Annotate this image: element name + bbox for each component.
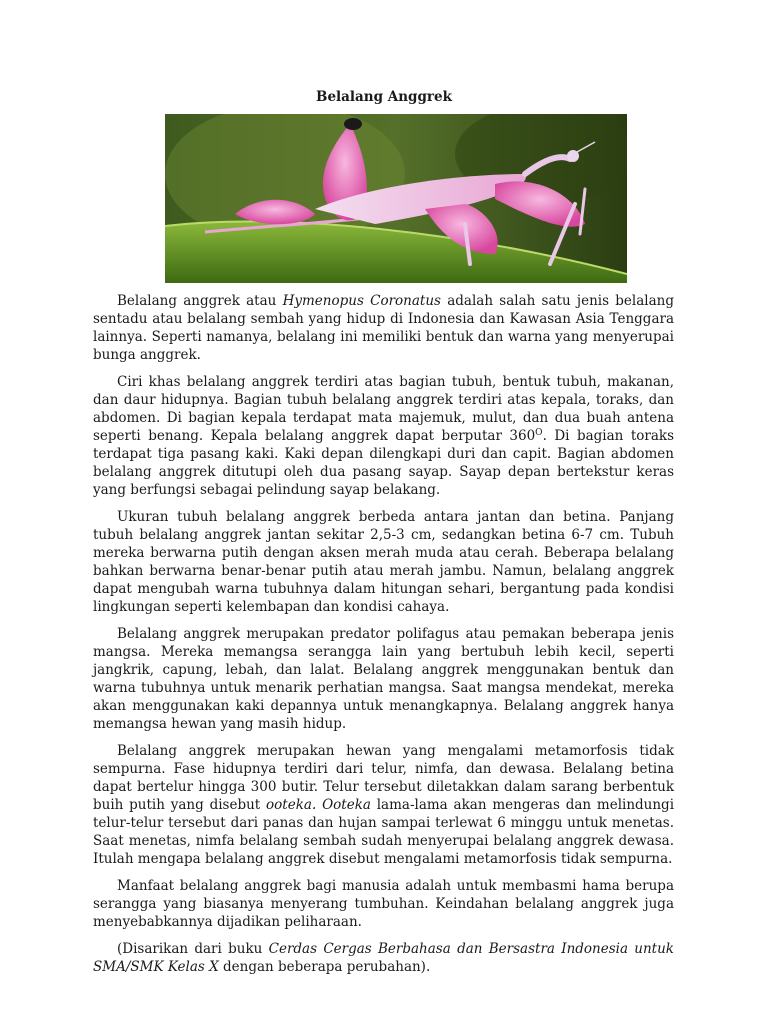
italic-term: ooteka. — [266, 797, 317, 813]
paragraph-source — [93, 940, 674, 976]
article-body — [93, 292, 674, 985]
text-span: . Di bagian toraks terdapat tiga pasang kaki. Kaki depan dilengkapi duri dan capit. Bagian abdomen belalang anggrek ditutupi oleh dua pasang sayap. Sayap depan bertekstur keras yang berfungsi sebagai pelindung sayap belakang. — [93, 428, 674, 498]
text-span: Ciri khas belalang anggrek terdiri atas bagian tubuh, bentuk tubuh, makanan, dan daur hidupnya. Bagian tubuh belalang anggrek terdiri atas kepala, toraks, dan abdomen. Di bagian kepala terdapat mata majemuk, mulut, dan dua buah antena seperti benang. Kepala belalang anggrek dapat berputar 360 — [93, 374, 674, 444]
orchid-mantis-illustration — [165, 114, 627, 283]
paragraph-lifecycle — [93, 742, 674, 868]
text-span: Belalang anggrek atau — [117, 293, 283, 309]
page-title: Belalang Anggrek — [316, 89, 452, 105]
paragraph-intro — [93, 292, 674, 364]
paragraph-diet: Belalang anggrek merupakan predator polifagus atau pemakan beberapa jenis mangsa. Mereka memangsa serangga lain yang bertubuh lebih kecil, seperti jangkrik, capung, lebah, dan lalat. Belalang anggrek menggunakan bentuk dan warna tubuhnya untuk menarik perhatian mangsa. Saat mangsa mendekat, mereka akan menggunakan kaki depannya untuk menangkapnya. Belalang anggrek hanya memangsa hewan yang masih hidup. — [93, 626, 674, 732]
text-span: dengan beberapa perubahan). — [218, 959, 431, 975]
paragraph-size: Ukuran tubuh belalang anggrek berbeda antara jantan dan betina. Panjang tubuh belalang anggrek jantan sekitar 2,5-3 cm, sedangkan betina 6-7 cm. Tubuh mereka berwarna putih dengan aksen merah muda atau cerah. Beberapa belalang bahkan berwarna benar-benar putih atau merah jambu. Namun, belalang anggrek dapat mengubah warna tubuhnya dalam hitungan sehari, bergantung pada kondisi lingkungan seperti kelembapan dan kondisi cahaya. — [93, 509, 674, 615]
text-span: (Disarikan dari buku — [117, 941, 269, 957]
text-span: lama-lama akan mengeras dan melindungi telur-telur tersebut dari panas dan hujan sampai terlewat 6 minggu untuk menetas. Saat menetas, nimfa belalang sembah sudah menyerupai belalang anggrek dewasa. Itulah mengapa belalang anggrek disebut mengalami metamorfosis tidak sempurna. — [93, 797, 675, 867]
italic-term: Ooteka — [322, 797, 371, 813]
text-span: Belalang anggrek merupakan hewan yang mengalami metamorfosis tidak sempurna. Fase hidupnya terdiri dari telur, nimfa, dan dewasa. Belalang betina dapat bertelur hingga 300 butir. Telur tersebut diletakkan dalam sarang berbentuk buih putih yang disebut — [93, 743, 674, 813]
paragraph-benefits: Manfaat belalang anggrek bagi manusia adalah untuk membasmi hama berupa serangga yang biasanya menyerang tumbuhan. Keindahan belalang anggrek juga menyebabkannya dijadikan peliharaan. — [93, 878, 674, 930]
paragraph-characteristics — [93, 373, 674, 499]
scientific-name: Hymenopus Coronatus — [282, 293, 441, 309]
book-title: Cerdas Cergas Berbahasa dan Bersastra Indonesia untuk SMA/SMK Kelas X — [93, 941, 674, 975]
orchid-mantis-photo — [165, 114, 627, 283]
degree-superscript: O — [535, 428, 543, 438]
text-span: adalah salah satu jenis belalang sentadu atau belalang sembah yang hidup di Indonesia dan Kawasan Asia Tenggara lainnya. Seperti namanya, belalang ini memiliki bentuk dan warna yang menyerupai bunga anggrek. — [93, 293, 674, 363]
